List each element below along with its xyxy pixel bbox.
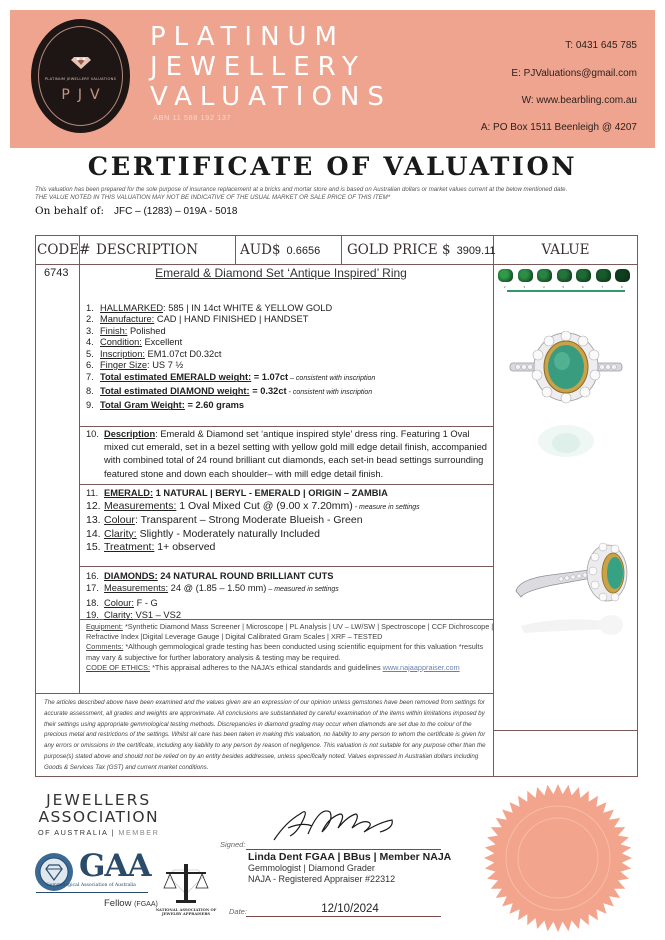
spec-label: Inscription: xyxy=(100,348,145,359)
spec-number: 7. xyxy=(86,372,94,383)
spec-value: Polished xyxy=(127,325,166,336)
spec-label: Treatment: xyxy=(104,540,155,553)
spec-label: Description xyxy=(104,429,156,439)
valuation-table xyxy=(35,235,638,777)
spec-value: 1+ observed xyxy=(154,540,216,553)
spec-item xyxy=(86,597,491,609)
spec-description xyxy=(86,428,491,481)
spec-label: Total estimated DIAMOND weight: xyxy=(100,386,250,397)
spec-number: 8. xyxy=(86,386,94,397)
equipment-label: Equipment: xyxy=(86,622,123,631)
jaa-member: MEMBER xyxy=(118,828,160,837)
scale-number: 7 xyxy=(601,285,604,289)
spec-number: 19. xyxy=(86,610,99,621)
spec-body xyxy=(104,528,320,541)
contact-website[interactable]: W: www.bearbling.com.au xyxy=(521,95,637,106)
spec-value: VS1 – VS2 xyxy=(132,610,182,621)
spec-value: 1 Oval Mixed Cut @ (9.00 x 7.20mm) xyxy=(176,500,353,513)
ethics-label: CODE OF ETHICS: xyxy=(86,662,151,672)
equipment-text: *Synthetic Diamond Mass Screener | Microscope | PL Analysis | UV – LW/SW | Spectroscope | CCF Dichroscope | Refractive Index |Digital Leverage Gauge | Digital Calibrated Gram Scales | XRF – TESTED xyxy=(86,622,494,642)
divider xyxy=(79,236,80,693)
scales-of-justice-icon xyxy=(160,862,212,906)
spec-body xyxy=(100,326,166,337)
color-swatch xyxy=(537,269,552,282)
signer-registration: NAJA - Registered Appraiser #22312 xyxy=(248,873,396,884)
page-title: CERTIFICATE OF VALUATION xyxy=(87,152,578,182)
spec-body xyxy=(104,582,339,596)
brand-line: VALUATIONS xyxy=(150,82,392,112)
spec-item xyxy=(86,371,491,385)
ethics-text: *This appraisal adheres to the NAJA’s ethical standards and guidelines xyxy=(150,662,383,672)
spec-value: = 1.07ct xyxy=(251,372,289,383)
intro-note xyxy=(35,186,645,202)
on-behalf-label: On behalf of: xyxy=(35,205,104,217)
spec-item xyxy=(86,582,491,596)
divider xyxy=(36,693,493,694)
abn-number: ABN 11 588 192 137 xyxy=(153,113,232,122)
header-code: CODE# xyxy=(37,242,91,258)
contact-email[interactable]: E: PJValuations@gmail.com xyxy=(511,68,637,79)
logo-small-text: PLATINUM JEWELLERY VALUATIONS xyxy=(44,77,117,81)
spec-label: Clarity: xyxy=(104,610,133,621)
spec-body xyxy=(100,385,372,399)
gaa-divider xyxy=(36,892,148,893)
spec-note: - consistent with inscription xyxy=(286,389,373,397)
emerald-color-scale xyxy=(497,269,635,314)
spec-value: US 7 ½ xyxy=(149,360,184,371)
spec-body xyxy=(100,303,332,314)
contact-address: A: PO Box 1511 Beenleigh @ 4207 xyxy=(480,122,637,133)
spec-body xyxy=(104,570,334,582)
spec-item xyxy=(86,528,491,541)
divider xyxy=(36,264,637,265)
item-code: 6743 xyxy=(44,267,69,279)
spec-item xyxy=(86,360,491,371)
spec-number: 13. xyxy=(86,514,101,527)
spec-value: : Emerald & Diamond set ‘antique inspired style’ dress ring. Featuring 1 Oval mixed cut emerald, set in a bezel setting with yellow gold mill edge detail finish, accompanied with combined total of 24 round brilliant cut diamonds, each set-in bead settings surrounding featured stone and down each shoulder– with mill edge detail finish. xyxy=(104,429,487,479)
spec-item xyxy=(86,385,491,399)
spec-item xyxy=(86,337,491,348)
color-swatch xyxy=(576,269,591,282)
divider xyxy=(79,484,493,485)
contact-phone: T: 0431 645 785 xyxy=(565,40,637,51)
spec-value: 585 | IN 14ct WHITE & YELLOW GOLD xyxy=(165,303,333,313)
spec-label: EMERALD: xyxy=(104,488,154,498)
spec-sep: : xyxy=(163,303,166,313)
spec-body xyxy=(100,360,183,371)
spec-item xyxy=(86,609,491,621)
item-title: Emerald & Diamond Set ‘Antique Inspired’ Ring xyxy=(155,266,407,280)
jaa-country: OF AUSTRALIA xyxy=(38,828,108,837)
spec-number: 1. xyxy=(86,303,94,313)
spec-label: Total Gram Weight: xyxy=(100,400,185,411)
spec-body xyxy=(104,609,181,621)
spec-value: 24 NATURAL ROUND BRILLIANT CUTS xyxy=(157,571,334,581)
signer-role: Gemmologist | Diamond Grader xyxy=(248,863,375,873)
spec-body xyxy=(100,371,375,385)
spec-body xyxy=(104,428,491,481)
divider xyxy=(79,426,493,427)
spec-label: Total estimated EMERALD weight: xyxy=(100,372,252,383)
jaa-logo xyxy=(38,792,159,837)
spec-label: Measurements: xyxy=(104,500,177,513)
jaa-line1: JEWELLERS xyxy=(46,791,152,809)
divider xyxy=(493,236,494,776)
spec-label: DIAMONDS: xyxy=(104,571,158,581)
spec-item xyxy=(86,541,491,554)
embossed-seal xyxy=(483,783,633,933)
gaa-name: Gemmological Association of Australia xyxy=(46,883,136,888)
spec-body xyxy=(100,399,244,412)
spec-number: 9. xyxy=(86,400,94,411)
spec-item xyxy=(86,349,491,360)
jaa-line3: OF AUSTRALIA | MEMBER xyxy=(38,828,160,837)
brand-name xyxy=(150,22,392,112)
brand-line: JEWELLERY xyxy=(150,52,366,82)
spec-item xyxy=(86,500,491,514)
naja-name xyxy=(150,908,222,917)
scale-number: 5 xyxy=(562,285,565,289)
spec-item xyxy=(86,428,491,481)
spec-label: HALLMARKED xyxy=(100,303,164,313)
scale-number: 4 xyxy=(543,285,545,289)
pjv-logo xyxy=(31,19,130,133)
spec-number: 10. xyxy=(86,429,99,439)
ring-side-image xyxy=(511,541,631,611)
ring-reflection xyxy=(506,421,626,461)
spec-list-diamonds xyxy=(86,570,491,622)
spec-value: CAD | HAND FINISHED | HANDSET xyxy=(154,314,309,325)
spec-body xyxy=(104,597,158,609)
spec-body xyxy=(104,541,215,554)
spec-label: Colour: xyxy=(104,597,134,608)
naja-link[interactable]: www.najaappraiser.com xyxy=(382,662,460,672)
signer-info xyxy=(248,851,451,884)
spec-note: – measured in settings xyxy=(266,586,339,594)
spec-label: Colour xyxy=(104,514,135,527)
spec-number: 5. xyxy=(86,348,94,359)
on-behalf-value: JFC – (1283) – 019A - 5018 xyxy=(114,206,238,217)
spec-number: 11. xyxy=(86,488,99,498)
spec-item xyxy=(86,303,491,314)
spec-value: 24 @ (1.85 – 1.50 mm) xyxy=(168,583,267,594)
header-value: VALUE xyxy=(541,242,590,258)
aud-value: 0.6656 xyxy=(286,245,321,257)
divider xyxy=(235,236,236,264)
intro-line: This valuation has been prepared for the sole purpose of insurance replacement at a bricks and mortar store and is based on Australian dollars or market values current at the below mentioned date. xyxy=(35,186,568,193)
brand-line: PLATINUM xyxy=(150,22,345,52)
scale-number: 6 xyxy=(582,285,584,289)
divider xyxy=(341,236,342,264)
logo-ring xyxy=(38,26,123,126)
color-swatch xyxy=(596,269,611,282)
on-behalf-of xyxy=(35,205,237,217)
spec-list-emerald xyxy=(86,487,491,554)
header-aud xyxy=(240,236,320,264)
spec-list-general xyxy=(86,303,491,412)
spec-body xyxy=(100,349,221,360)
signature-image xyxy=(268,800,398,845)
spec-body xyxy=(104,487,388,500)
logo-initials: PJV xyxy=(61,87,108,103)
spec-label: Finger Size xyxy=(100,360,148,371)
signer-name: Linda Dent FGAA | BBus | Member NAJA xyxy=(248,851,452,863)
spec-number: 2. xyxy=(86,314,94,325)
spec-label: Finish: xyxy=(100,325,128,336)
intro-line: THE VALUE NOTED IN THIS VALUATION MAY NOT BE INDICATIVE OF THE USUAL MARKET OR SALE PRICE OF THIS ITEM* xyxy=(35,194,391,201)
spec-value: F - G xyxy=(133,597,158,608)
divider xyxy=(493,730,637,731)
spec-number: 15. xyxy=(86,540,101,553)
spec-body xyxy=(100,314,308,325)
scale-number: 3 xyxy=(523,285,526,289)
diamond-icon xyxy=(71,55,91,69)
spec-item xyxy=(86,314,491,325)
spec-value: Slightly - Moderately naturally Included xyxy=(136,527,320,540)
fellow-abbr: (FGAA) xyxy=(134,901,158,908)
divider xyxy=(79,566,493,567)
spec-number: 6. xyxy=(86,360,94,371)
color-swatch xyxy=(518,269,533,282)
spec-body xyxy=(104,500,420,514)
gaa-abbr: GAA xyxy=(79,848,151,884)
jaa-line2: ASSOCIATION xyxy=(38,808,159,826)
header-gold-price xyxy=(347,236,496,264)
gold-label: GOLD PRICE $ xyxy=(347,242,451,258)
spec-number: 12. xyxy=(86,500,101,513)
spec-label: Clarity: xyxy=(104,527,137,540)
spec-item xyxy=(86,487,491,500)
comments-text: *Although gemmological grade testing has been conducted using scientific equipment for this valuation *results may vary & subjective for further laboratory analysis & testing may be required. xyxy=(86,642,484,662)
spec-body xyxy=(104,514,363,527)
signature-line xyxy=(246,849,441,850)
spec-value: = 2.60 grams xyxy=(184,400,245,411)
spec-label: Measurements: xyxy=(104,583,169,594)
aud-label: AUD$ xyxy=(240,242,281,258)
color-swatch xyxy=(615,269,630,282)
spec-sep: : xyxy=(147,360,150,371)
spec-number: 4. xyxy=(86,337,94,348)
spec-label: Condition: xyxy=(100,337,142,348)
color-swatch xyxy=(557,269,572,282)
spec-value: : Transparent – Strong Moderate Blueish - Green xyxy=(134,514,363,527)
naja-line: NATIONAL ASSOCIATION OF xyxy=(155,908,217,912)
spec-number: 14. xyxy=(86,527,101,540)
color-swatch xyxy=(498,269,513,282)
naja-line: JEWELRY APPRAISERS xyxy=(161,912,211,917)
spec-note: – consistent with inscription xyxy=(288,375,376,383)
gold-value: 3909.11 xyxy=(456,245,496,257)
spec-number: 3. xyxy=(86,325,94,336)
spec-body xyxy=(100,337,182,348)
spec-item xyxy=(86,399,491,412)
spec-number: 16. xyxy=(86,571,99,581)
spec-number: 18. xyxy=(86,597,99,608)
spec-value: Excellent xyxy=(141,337,183,348)
testing-notes xyxy=(86,622,494,673)
date-line xyxy=(246,916,441,917)
date-label: Date: xyxy=(229,907,247,916)
spec-value: 1 NATURAL | BERYL - EMERALD | ORIGIN – ZAMBIA xyxy=(153,488,388,498)
ring-front-image xyxy=(506,331,626,421)
scale-number: 8 xyxy=(621,285,623,289)
spec-label: Manufacture: xyxy=(100,314,155,325)
spec-number: 17. xyxy=(86,583,99,594)
signed-label: Signed: xyxy=(220,840,246,849)
spec-item xyxy=(86,514,491,527)
spec-item xyxy=(86,570,491,582)
date-value: 12/10/2024 xyxy=(321,903,379,915)
ring-side-reflection xyxy=(516,611,626,641)
spec-note: - measure in settings xyxy=(352,504,420,512)
spec-value: = 0.32ct xyxy=(249,386,287,397)
scale-bar xyxy=(507,290,625,292)
header-description: DESCRIPTION xyxy=(96,242,199,258)
disclaimer: The articles described above have been examined and the values given are an expression of our opinion unless gemstones have been removed from settings for accurate assessment, all grades and weights are approximate. All conclusions are substantiated by careful examination of the items within limitations imposed by their settings using appropriate gemmological testing methods. Discrepancies in diamond grading may occur when diamonds are set due to the colour of the precious metal and restrictions of the settings. Whilst all care has been taken in making this valuation, no liability to any person to whom the certificate is given for any errors or omissions in the certificate, including any liability to any person by reason of negligence. This valuation is not suitable for any purpose other than the purpose(s) stated above and should not be relied on by an entity besides addressee, unless specifically noted. Values expressed in Australian dollars including Goods & Services Tax (GST) and current market conditions. xyxy=(44,699,486,771)
spec-item xyxy=(86,326,491,337)
fellow-label: Fellow xyxy=(104,898,132,909)
scale-number: 2 xyxy=(504,285,506,289)
comments-label: Comments: xyxy=(86,642,124,652)
spec-value: EM1.07ct D0.32ct xyxy=(144,348,222,359)
